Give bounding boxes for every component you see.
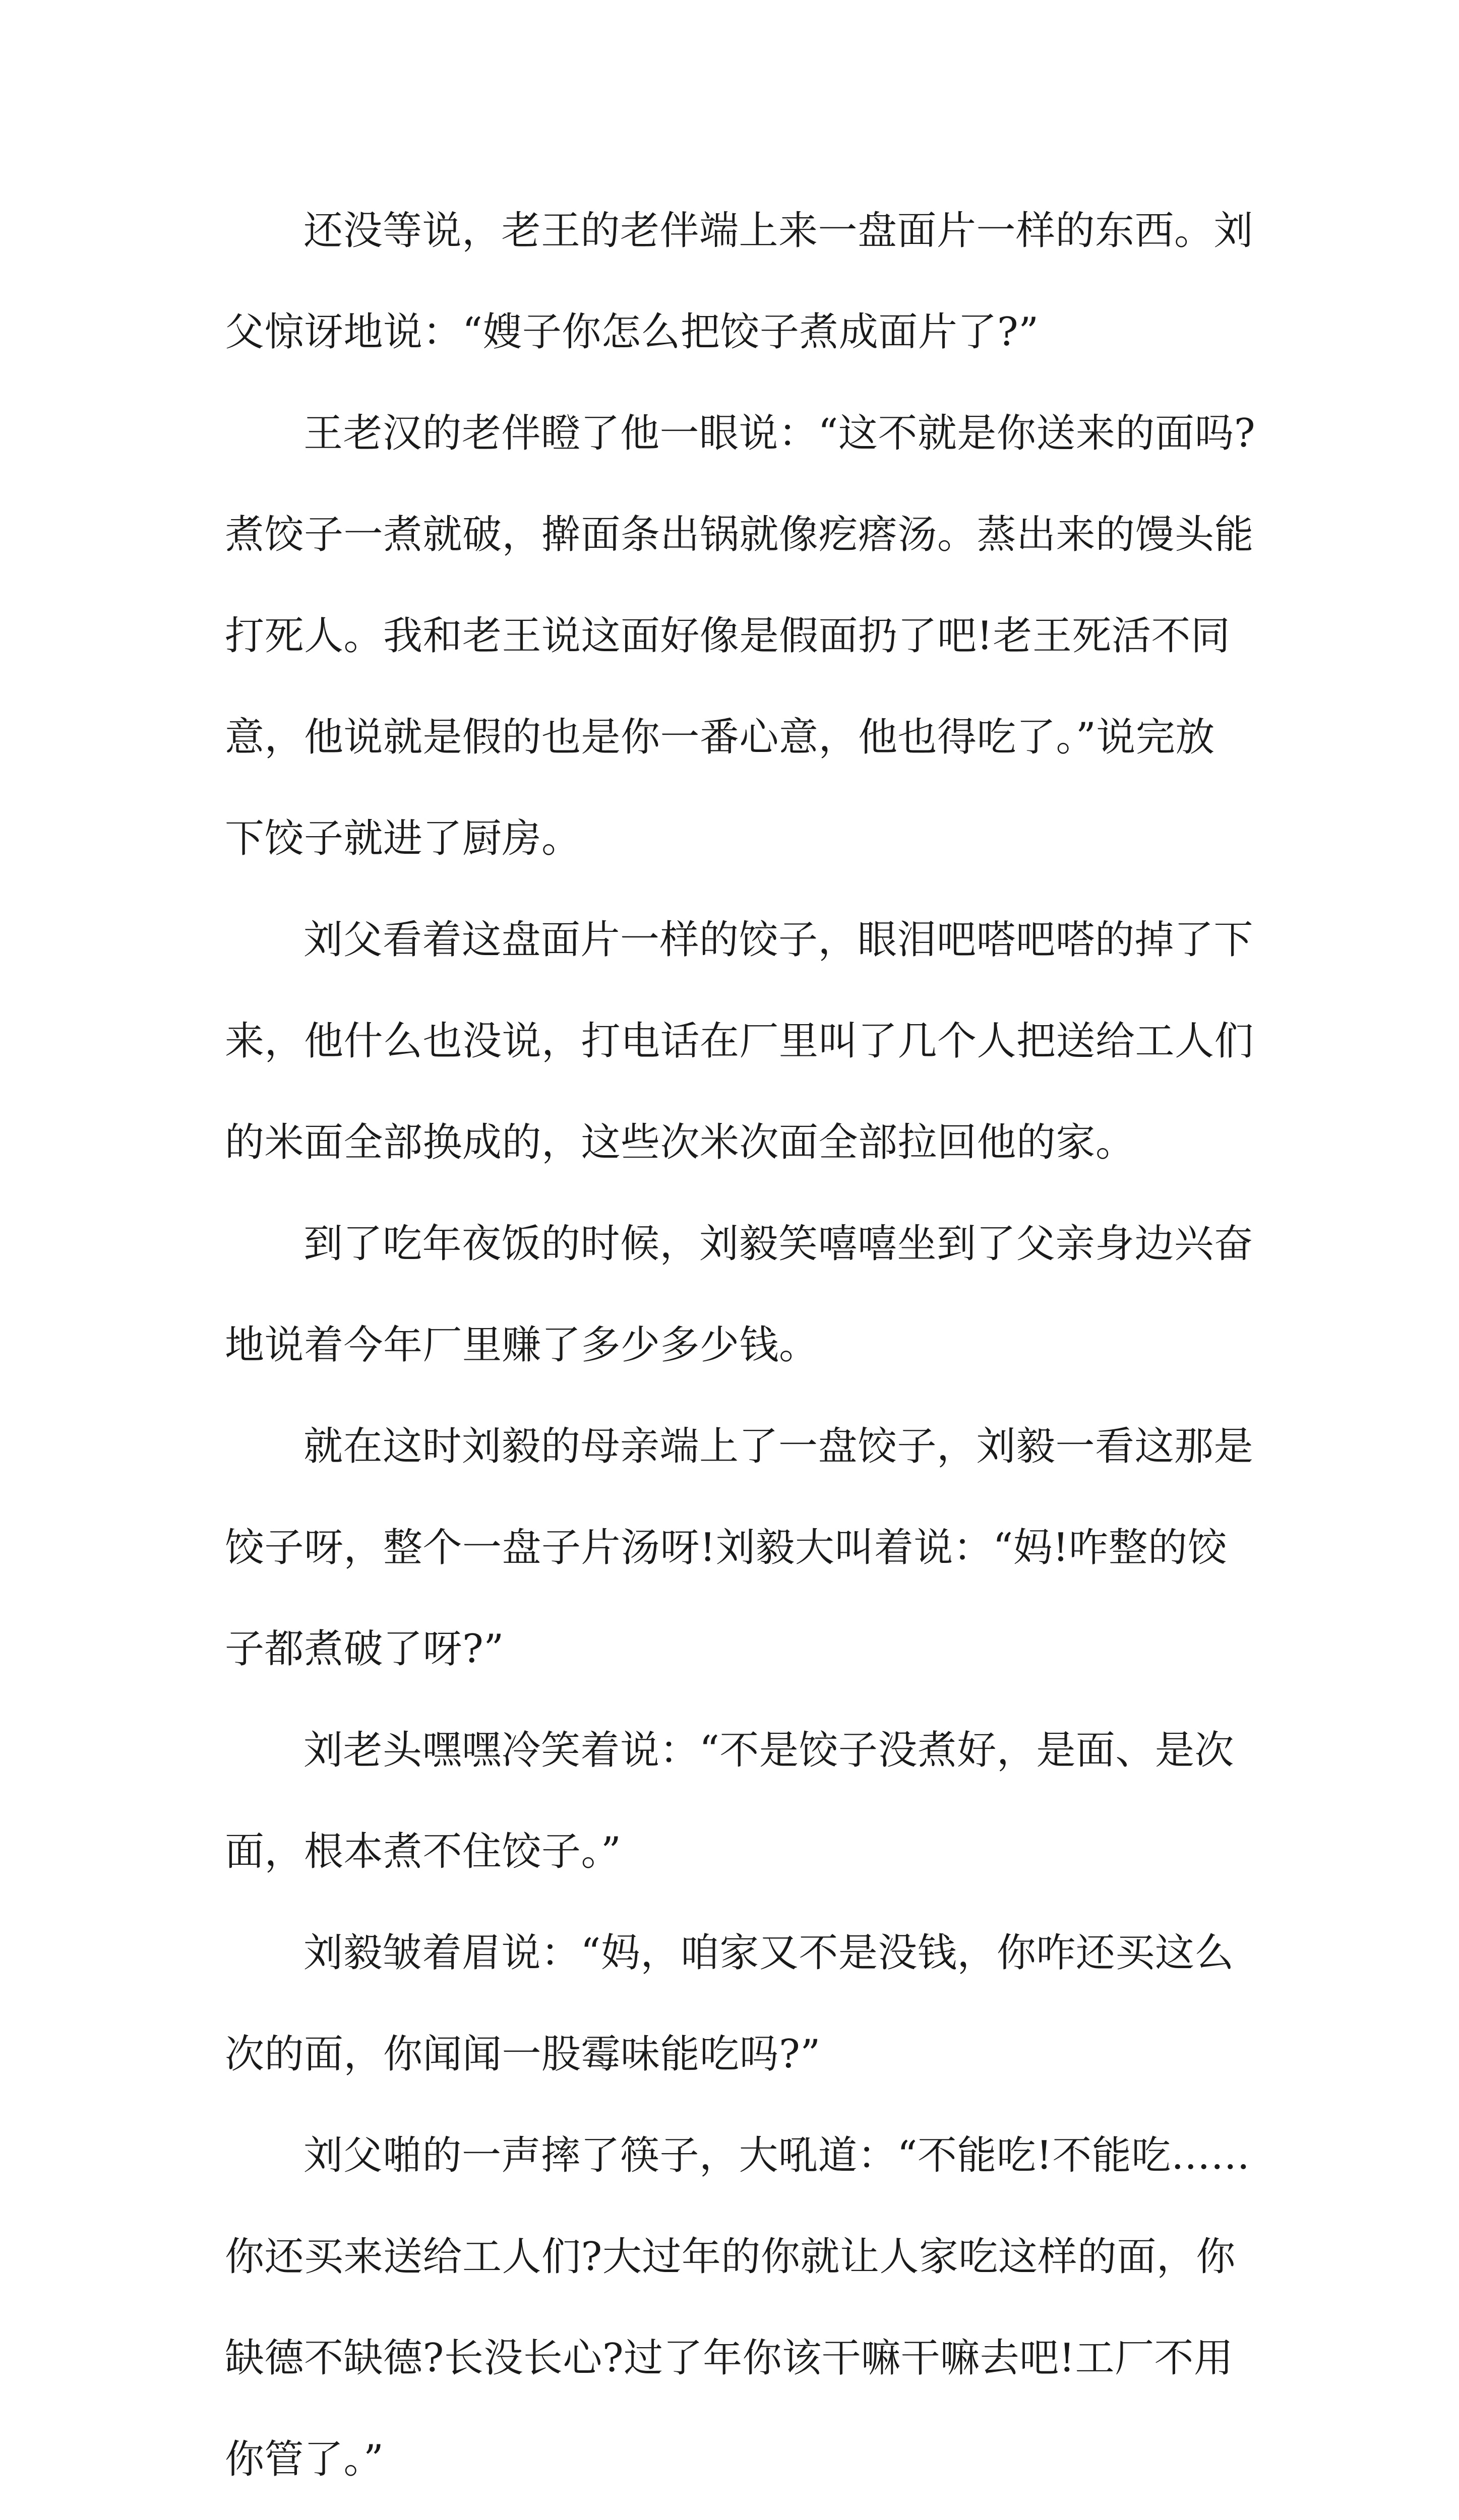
paragraph-line: 子都煮破了呀?” bbox=[225, 1626, 504, 1672]
paragraph-line: 刘毅皱着眉说：“妈，咱家又不是没钱，你咋还买这么 bbox=[303, 1930, 1234, 1976]
paragraph-line: 就在这时刘毅的母亲端上了一盘饺子，刘毅一看这那是 bbox=[303, 1424, 1254, 1469]
paragraph-line: 次的面，你闻闻一股霉味能吃吗?” bbox=[225, 2032, 821, 2077]
paragraph-3 bbox=[225, 890, 1254, 1193]
paragraph-5 bbox=[225, 1396, 1254, 1700]
paragraph-8 bbox=[225, 2105, 1250, 2510]
paragraph-1 bbox=[225, 180, 1254, 383]
paragraph-line: 父惊讶地说：“嫂子你怎么把饺子煮成面片了?” bbox=[225, 309, 1039, 355]
paragraph-line: 你还买来送给工人们?大过年的你就让人家吃这样的面，你 bbox=[225, 2234, 1236, 2280]
paragraph-line bbox=[225, 2510, 1236, 2520]
paragraph-line: 意，他说就是假的也是你一番心意，他也得吃了。”说完放 bbox=[225, 715, 1215, 760]
story-text-body bbox=[225, 180, 1256, 2520]
paragraph-2 bbox=[225, 383, 1256, 890]
paragraph-6 bbox=[225, 1700, 1236, 1903]
paragraph-line: 面，根本煮不住饺子。” bbox=[225, 1829, 622, 1874]
paragraph-line: 的米面全部换成的，这些次米次面全部拉回他的家。 bbox=[225, 1120, 1135, 1165]
paragraph-line: 地说着今年厂里赚了多少多少钱。 bbox=[225, 1322, 819, 1368]
paragraph-line: 煮饺子一煮就破，擀面条出锅就像疙瘩汤。蒸出来的馒头能 bbox=[225, 512, 1254, 557]
paragraph-line: 打死人。我和老王说这面好像是假面扔了吧!老王死活不同 bbox=[225, 613, 1231, 659]
paragraph-line: 到了吃年夜饭的时候，刘毅笑嘻嘻坐到了父亲身边兴奋 bbox=[303, 1221, 1254, 1267]
paragraph-line: 饺子呀，整个一盘子片汤呀!刘毅大叫着说：“妈!咋整的饺 bbox=[225, 1525, 1228, 1570]
paragraph-line: 缺德不缺德?长没长心?过了年你该干嘛干嘛去吧!工厂不用 bbox=[225, 2336, 1234, 2381]
paragraph-line: 刘父看着这盘面片一样的饺子，眼泪吧嗒吧嗒的掉了下 bbox=[303, 917, 1254, 963]
paragraph-line: 刘老头嘿嘿冷笑着说：“不是饺子没煮好，是面、是次 bbox=[303, 1728, 1234, 1773]
paragraph-line: 刘父啪的一声摔了筷子，大吼道：“不能吃!不能吃…… bbox=[303, 2133, 1250, 2178]
paragraph-line: 你管了。” bbox=[225, 2437, 384, 2482]
paragraph-line: 下饺子就进了厨房。 bbox=[225, 816, 581, 861]
paragraph-7 bbox=[225, 1903, 1236, 2105]
paragraph-line: 王老汉的老伴瞪了他一眼说：“这不就是你送来的面吗? bbox=[303, 411, 1256, 456]
paragraph-9 bbox=[225, 2510, 1236, 2520]
paragraph-4 bbox=[225, 1193, 1254, 1396]
paragraph-line: 还没等说，老王的老伴端上来一盘面片一样的东西。刘 bbox=[303, 208, 1254, 254]
paragraph-line: 来，他什么也没说，打电话在厂里叫了几个人把送给工人们 bbox=[225, 1019, 1254, 1064]
